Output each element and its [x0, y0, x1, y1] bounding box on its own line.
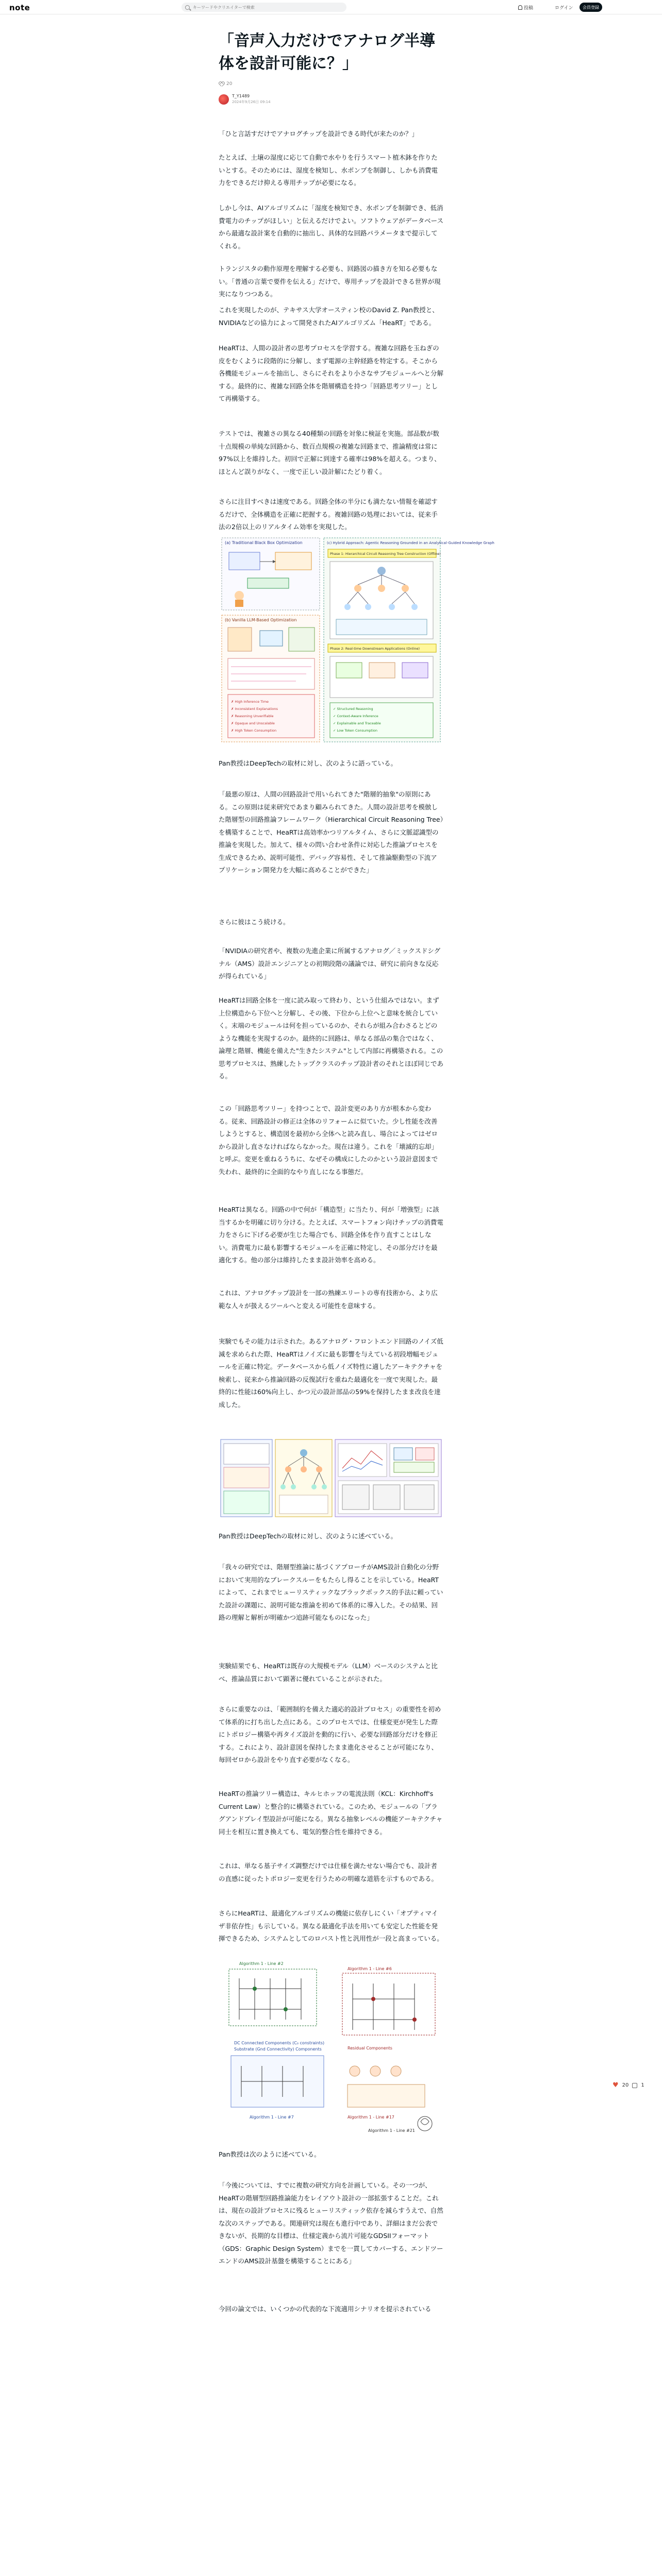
- paragraph: さらに重要なのは、「範囲制約を備えた適応的設計プロセス」の重要性を初めて体系的に打ち出した点にある。このプロセスでは、仕様変更が発生した際にトポロジー構築や再タイズ設計を動的に行い、必要な回路部分だけを修正する。これにより、設計意図を保持したまま進化させることが可能になり、毎回ゼロから設計をやり直す必要がなくなる。: [219, 1705, 441, 1764]
- paragraph: Pan教授は次のように述べている。: [219, 2150, 321, 2158]
- quote-paragraph: 「今後については、すでに複数の研究方向を計画している。その一つが、HeaRTの階層型回路推論能力をレイアウト設計の一部拡張することだ。これは、現在の設計プロセスに残るヒューリスティック依存を減らすうえで、自然な次のステップである。関連研究は現在も進行中であり、詳細はまだ公表できないが、長期的な目標は、仕様定義から流片可能なGDSIIフォーマット（GDS：Graphic Design System）までを一貫してカバーする、エンドツーエンドのAMS設計基盤を構築することにある」: [219, 2181, 443, 2265]
- author-info[interactable]: [219, 94, 271, 105]
- figure-workflow[interactable]: [219, 1437, 443, 1520]
- algo-line-17: Algorithm 1 - Line #17: [347, 2115, 394, 2120]
- paragraph: 実験でもその能力は示された。あるアナログ・フロントエンド回路のノイズ低減を求められた際、HeaRTはノイズに最も影響を与えている初段増幅モジュールを正確に特定。データベースから低ノイズ特性に適したアーキテクチャを検索し、従来から推論回路の反復試行を重ねた最適化を一度で実現した。最終的に性能は60%向上し、かつ元の設計部品の59%を保持したまま改良を達成した。: [219, 1337, 443, 1409]
- svg-text:✗ Opaque and Unscalable: ✗ Opaque and Unscalable: [231, 721, 275, 725]
- quote-paragraph: 「最悪の原は、人間の回路設計で用いられてきた"階層的抽象"の原則にある。この原則は従来研究であまり顧みられてきた。人間の設計思考を模倣した階層型の回路推論フレームワーク（Hierarchical Circuit Reasoning Tree）を構築することで、HeaRTは高効率かつリアルタイム、さらに文脈認識型の推論を実現した。加えて、様々の問い合わせ条件に対応した推論プロセスを生成できるため、説明可能性、デバッグ容易性、そして推論駆動型の下流アプリケーション開発力を大幅に高めることができた」: [219, 790, 443, 874]
- algo-line-21: Algorithm 1 - Line #21: [368, 2128, 415, 2133]
- quote-paragraph: 「我々の研究では、階層型推論に基づくアプローチがAMS設計自動化の分野において実用的なブレークスルーをもたらし得ることを示している。HeaRTによって、これまでヒューリスティックなブラックボックス的手法に頼っていた設計の課題に、説明可能な推論を初めて体系的に導入した。その結果、回路の理解と解析が明確かつ追跡可能なものになった」: [219, 1563, 443, 1621]
- author-name[interactable]: T_Y1489: [232, 94, 250, 98]
- paragraph: たとえば、土壌の湿度に応じて自動で水やりを行うスマート植木鉢を作りたいとする。そのためには、湿度を検知し、水ポンプを制御し、しかも消費電力をできるだけ抑える専用チップが必要になる。: [219, 154, 438, 187]
- side-comment-count: 1: [641, 2082, 644, 2088]
- search-input[interactable]: [193, 5, 337, 10]
- register-button[interactable]: 会員登録: [580, 3, 602, 12]
- svg-text:✓ Structured Reasoning: ✓ Structured Reasoning: [333, 707, 373, 711]
- publish-date: 2024年9月26日 09:14: [232, 100, 271, 104]
- figure-algorithm[interactable]: [219, 1958, 443, 2138]
- article-title: 「音声入力だけでアナログ半導体を設計可能に？」: [219, 32, 435, 73]
- figure-caption-b: (b) Vanilla LLM-Based Optimization: [225, 618, 297, 622]
- search-icon: [185, 5, 190, 10]
- svg-text:✗ High Inference Time: ✗ High Inference Time: [231, 700, 269, 704]
- paragraph: テストでは、複雑さの異なる40種類の回路を対象に検証を実施。部品数が数十点規模の単純な回路から、数百点規模の複雑な回路まで、推論精度は常に97%以上を維持した。初回で正解に到達する確率は98%を超える。つまり、ほとんど誤りがなく、一度で正しい設計解にたどり着く。: [219, 430, 441, 476]
- post-label: 投稿: [524, 6, 534, 11]
- svg-text:✓ Low Token Consumption: ✓ Low Token Consumption: [333, 728, 377, 733]
- paragraph: 「ひと言話すだけでアナログチップを設計できる時代が来たのか？」: [219, 130, 419, 138]
- paragraph: HeaRTの推論ツリー構造は、キルヒホッフの電流法則（KCL：Kirchhoff's Current Law）と整合的に構築されている。このため、モジュールの「ブラグアンドプレイ型設計が可能になる。異なる抽象レベルの機能アーキテクチャ同士を相互に置き換えても、電気的整合性を維持できる。: [219, 1790, 443, 1836]
- paragraph: さらに注目すべきは速度である。回路全体の半分にも満たない情報を確認するだけで、全体構造を正確に把握する。複雑回路の処理においては、従来手法の2倍以上のリアルタイム効率を実現した。: [219, 498, 438, 531]
- svg-text:✗ Reasoning Unverifiable: ✗ Reasoning Unverifiable: [231, 714, 274, 718]
- svg-text:✗ Inconsistent Explanations: ✗ Inconsistent Explanations: [231, 707, 278, 711]
- figure-framework[interactable]: [219, 535, 494, 746]
- quote-paragraph: 「NVIDIAの研究者や、複数の先進企業に所属するアナログ／ミックスドシグナル（AMS）設計エンジニアとの初期段階の議論では、研究に前向きな反応が得られている」: [219, 947, 441, 980]
- login-link[interactable]: ログイン: [555, 6, 573, 11]
- paragraph: これは、アナログチップ設計を一部の熟練エリートの専有技術から、より広範な人々が扱えるツールへと変える可能性を意味する。: [219, 1289, 438, 1310]
- substrate-label: Substrate (Gnd Connectivity) Components: [234, 2047, 322, 2052]
- site-header: [0, 0, 662, 14]
- paragraph: HeaRTは異なる。回路の中で何が「構造型」に当たり、何が「増強型」に該当するかを明確に切り分ける。たとえば、スマートフォン向けチップの消費電力をさらに下げる必要が生じた場合でも、回路全体を作り直すことはしない。消費電力に最も影響するモジュールを正確に特定し、その部分だけを最適化する。他の部分は維持したまま設計効率を高める。: [219, 1206, 443, 1264]
- algo-line-2: Algorithm 1 - Line #2: [239, 1961, 284, 1966]
- paragraph: 実験結果でも、HeaRTは既存の大規模モデル（LLM）ベースのシステムと比べ、推論品質において顕著に優れていることが示された。: [219, 1662, 438, 1683]
- like-count-top[interactable]: [219, 81, 232, 87]
- figure-caption-a: (a) Traditional Black Box Optimization: [225, 540, 303, 545]
- paragraph: しかし今は、AIアルゴリズムに「湿度を検知でき、水ポンプを制御でき、低消費電力のチップがほしい」と伝えるだけでよい。ソフトウェアがデータベースから最適な設計案を自動的に抽出し、具体的な回路パラメータまで提示してくれる。: [219, 204, 444, 250]
- side-like-count: 20: [622, 2082, 629, 2088]
- svg-text:✓ Explainable and Traceable: ✓ Explainable and Traceable: [333, 721, 381, 725]
- paragraph: これは、単なる基子サイズ調整だけでは仕様を満たせない場合でも、設計者の直感に従ったトポロジー変更を行うための明確な道筋を示すものである。: [219, 1862, 438, 1883]
- figure-caption-c: (c) Hybrid Approach: Agentic Reasoning Grounded in an Analytical-Guided Knowledge Graph: [327, 541, 494, 545]
- note-logo[interactable]: note: [9, 3, 30, 12]
- comment-icon[interactable]: [632, 2083, 637, 2088]
- like-count: 20: [226, 81, 233, 87]
- paragraph: さらにHeaRTは、最適化アルゴリズムの機能に依存しにくい「オプティマイザ非依存性」も示している。異なる最適化手法を用いても安定した性能を発揮できるため、システムとしてのロバスト性と汎用性が一段と高まっている。: [219, 1909, 443, 1942]
- dc-components-label: DC Connected Components (C₀ constraints): [234, 2041, 325, 2045]
- avatar[interactable]: [219, 94, 229, 105]
- paragraph: さらに彼はこう続ける。: [219, 918, 290, 926]
- heart-icon: [219, 82, 224, 87]
- paragraph: 今回の論文では、いくつかの代表的な下流適用シナリオを提示されている: [219, 2305, 432, 2313]
- figure-caption-phase2: Phase 2: Real-time Downstream Applications (Online): [330, 647, 420, 651]
- heart-icon[interactable]: ♥: [613, 2081, 619, 2089]
- search-bar[interactable]: [181, 3, 346, 12]
- paragraph: Pan教授はDeepTechの取材に対し、次のように語っている。: [219, 759, 397, 767]
- figure-caption-phase1: Phase 1: Hierarchical Circuit Reasoning Tree Construction (Offline): [330, 552, 441, 556]
- pencil-icon: [518, 5, 522, 10]
- svg-text:✗ High Token Consumption: ✗ High Token Consumption: [231, 728, 277, 733]
- svg-text:✓ Context-Aware Inference: ✓ Context-Aware Inference: [333, 714, 378, 718]
- paragraph: これを実現したのが、テキサス大学オースティン校のDavid Z. Pan教授と、NVIDIAなどの協力によって開発されたAIアルゴリズム「HeaRT」である。: [219, 306, 439, 327]
- paragraph: トランジスタの動作原理を理解する必要も、回路図の描き方を知る必要もない。「普通の言葉で要件を伝える」だけで、専用チップを設計できる世界が現実になりつつある。: [219, 265, 441, 298]
- paragraph: HeaRTは、人間の設計者の思考プロセスを学習する。複雑な回路を玉ねぎの皮をむくように段階的に分解し、まず電源の主幹経路を特定する。そこから各機能モジュールを抽出し、さらにそれをより小さなサブモジュールへと分解する。最終的に、複雑な回路全体を階層構造を持つ「回路思考ツリー」として再構築する。: [219, 344, 444, 402]
- post-button[interactable]: [518, 4, 533, 11]
- residual-label: Residual Components: [347, 2046, 392, 2050]
- paragraph: Pan教授はDeepTechの取材に対し、次のように述べている。: [219, 1532, 397, 1540]
- algo-line-6: Algorithm 1 - Line #6: [347, 1967, 392, 1971]
- paragraph: この「回路思考ツリー」を持つことで、設計変更のあり方が根本から変わる。従来、回路設計の修正は全体のリフォームに似ていた。少し性能を改善しようとすると、構造図を最初から全体へと読み直し、場合によってはゼロから設計し直さなければならなかった。現在は違う。これを「壊滅的忘却」と呼ぶ。変更を重ねるうちに、なぜその構成にしたのかという設計意図まで失われ、最終的に全面的なやり直しになる事態だ。: [219, 1105, 438, 1176]
- algo-line-7: Algorithm 1 - Line #7: [250, 2115, 294, 2120]
- paragraph: HeaRTは回路全体を一度に読み取って終わり、という仕組みではない。まず上位構造から下位へと分解し、その後、下位から上位へと意味を統合していく。末端のモジュールは何を担っているのか、それらが組み合わさるとどのような機能を実現するのか。最終的に回路は、単なる部品の集合ではなく、論理と階層、機能を備えた"生きたシステム"として内部に再構築される。この思考プロセスは、熟練したトップクラスのチップ設計者のそれとほぼ同じである。: [219, 996, 444, 1080]
- side-action-bar: [613, 2081, 644, 2089]
